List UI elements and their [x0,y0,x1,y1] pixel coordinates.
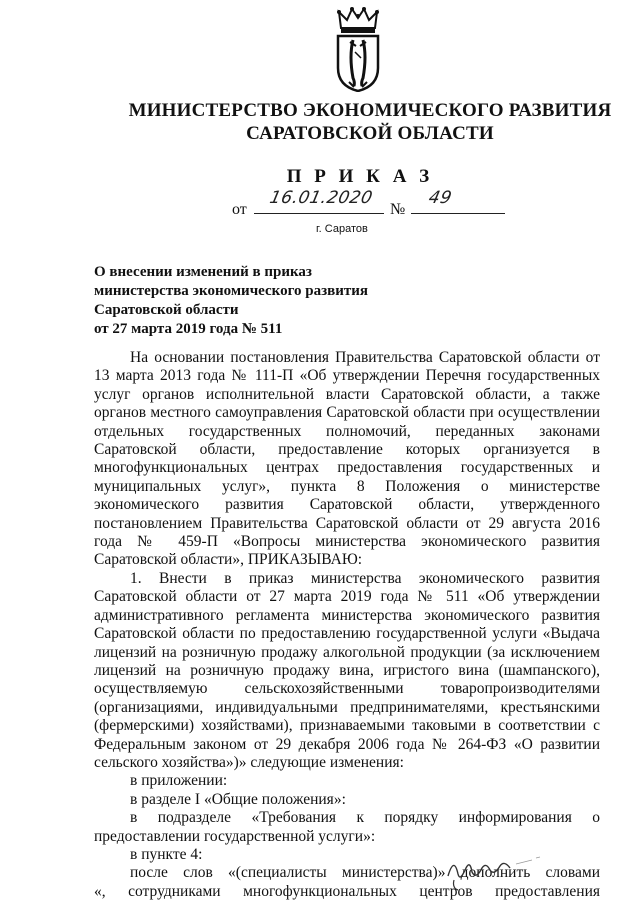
from-label: от [232,201,247,218]
order-subject [94,263,368,339]
preamble-paragraph: На основании постановления Правительства Саратовской области от 13 марта 2013 года № 111-П «Об утверждении Перечня государственных услуг органов исполнительной власти Саратовской области, а также органов местного самоуправления Саратовской области при осуществлении отдельных государственных полномочий, переданных законами Саратовской области, предоставление которых организуется в многофункциональных центрах предоставления государственных и муниципальных услуг», пункта 8 Положения о министерстве экономического развития Саратовской области, утвержденного постановлением Правительства Саратовской области от 29 августа 2016 года № 459-П «Вопросы министерства экономического развития Саратовской области», ПРИКАЗЫВАЮ: [94,349,600,569]
section-line: в разделе I «Общие положения»: [130,790,346,808]
order-body [94,349,600,901]
item-1-paragraph: 1. Внести в приказ министерства экономического развития Саратовской области от 27 марта 2019 года № 511 «Об утверждении административного регламента министерства экономического развития Саратовской области по предоставлению государственной услуги «Выдача лицензий на розничную продажу алкогольной продукции (за исключением лицензий на розничную продажу вина, игристого вина (шампанского), осуществляемую сельскохозяйственными товаропроизводителями (организациями, индивидуальными предпринимателями, крестьянскими (фермерскими) хозяйствами), признаваемыми таковыми в соответствии с Федеральным законом от 29 декабря 2006 года № 264-ФЗ «О развитии сельского хозяйства»)» следующие изменения: [94,569,600,771]
order-number: 49 [427,188,455,208]
order-date: 16.01.2020 [267,188,375,208]
ministry-name-line2: САРАТОВСКОЙ ОБЛАСТИ [246,123,494,144]
order-number-field [411,188,505,214]
city: г. Саратов [316,223,368,235]
subject-line: О внесении изменений в приказ [94,264,312,280]
subject-line: Саратовской области [94,302,239,318]
point-line: в пункте 4: [130,845,203,863]
order-date-number-line [232,188,505,218]
number-label: № [390,201,406,218]
signature-mark [440,846,550,892]
order-title: П Р И К А З [286,166,434,187]
coat-of-arms-icon [333,6,383,92]
subsection-line: в подразделе «Требования к порядку информирования о предоставлении государственной услуги»: [94,809,600,845]
order-date-field [254,188,384,214]
ministry-name-line1: МИНИСТЕРСТВО ЭКОНОМИЧЕСКОГО РАЗВИТИЯ [128,100,612,121]
last-line: «, сотрудниками многофункциональных центров предоставления [94,882,600,900]
appendix-line: в приложении: [130,772,228,790]
subject-line: министерства экономического развития [94,283,369,299]
after-words-line: после слов «(специалисты министерства)» дополнить словами [130,864,600,882]
subject-line: от 27 марта 2019 года № 511 [94,321,283,337]
